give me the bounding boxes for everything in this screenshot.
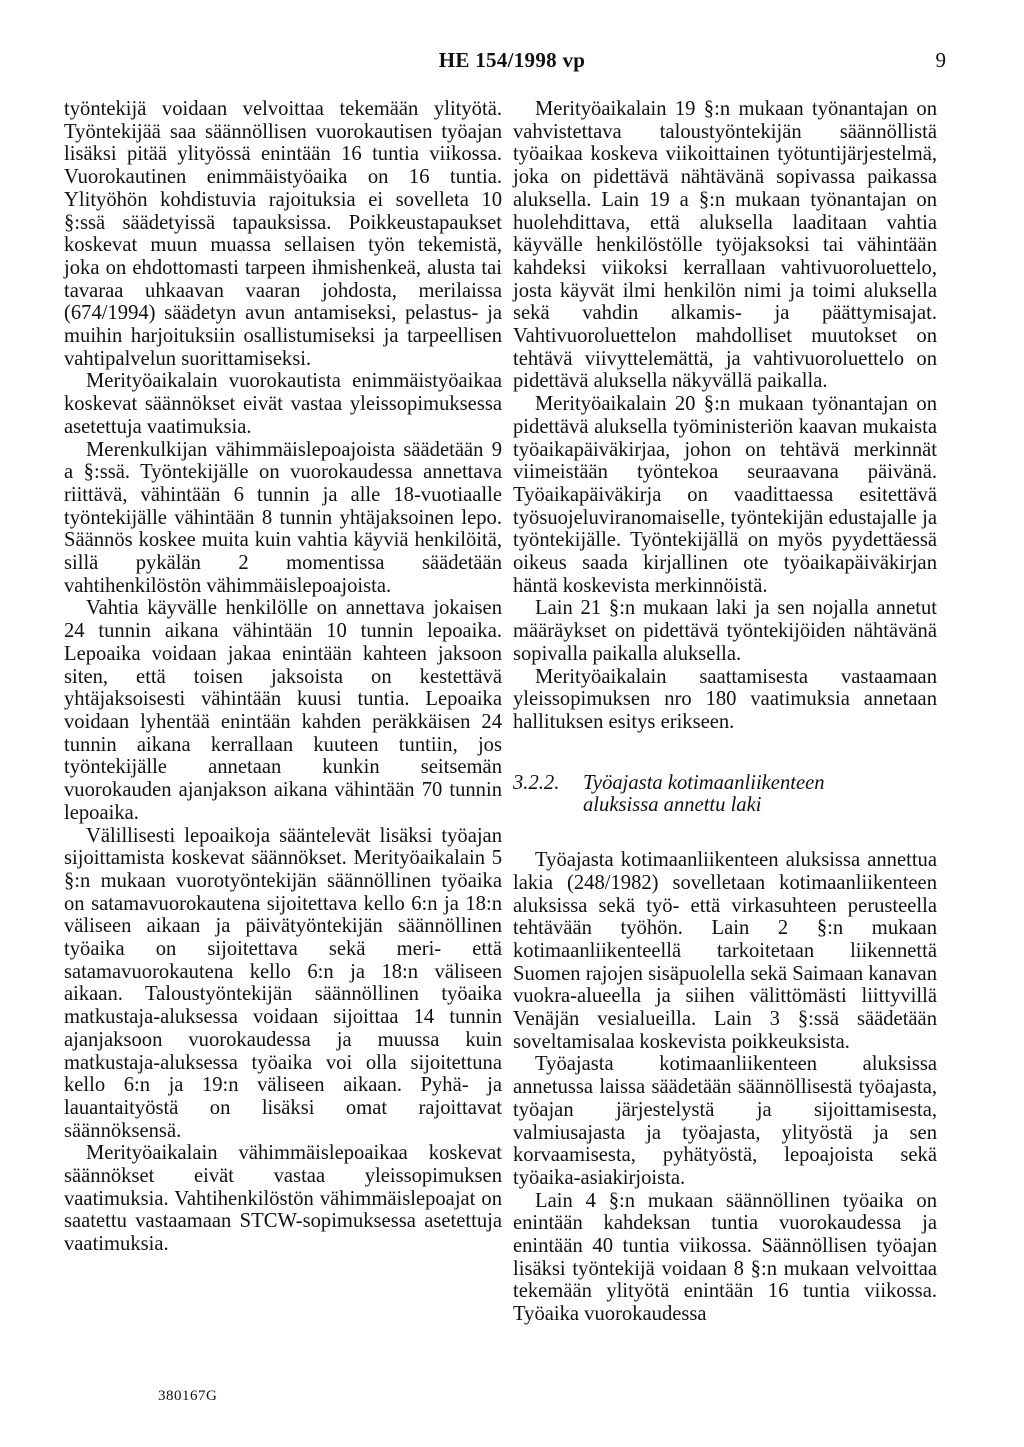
paragraph: Merityöaikalain 19 §:n mukaan työnantajan on vahvistettava taloustyöntekijän säännöllistä työaikaa koskeva viikoittainen työtuntijärjestelmä, joka on pidettävä nähtävänä sopivassa paikassa aluksella. Lain 19 a §:n mukaan työnantajan on huolehdittava, että aluksella laaditaan vahtia käyvälle henkilöstölle työjaksoksi tai vähintään kahdeksi viikoksi kerrallaan vahtivuoroluettelo, josta käyvät ilmi henkilön nimi ja toimi aluksella sekä vahdin alkamis- ja päättymisajat. Vahtivuoroluettelon mahdolliset muutokset on tehtävä viivyttelemättä, ja vahtivuoroluettelo on pidettävä aluksella näkyvällä paikalla. — [513, 98, 937, 393]
page-number: 9 — [935, 48, 946, 72]
page-header — [0, 48, 1024, 78]
document-id: HE 154/1998 vp — [438, 48, 586, 72]
section-title: Työajasta kotimaanliikenteen aluksissa annettu laki — [583, 771, 825, 817]
section-heading — [513, 772, 937, 817]
paragraph: työntekijä voidaan velvoittaa tekemään ylityötä. Työntekijää saa säännöllisen vuorokautisen työajan lisäksi pitää ylityössä enintään 16 tuntia viikossa. Vuorokautinen enimmäistyöaika on 16 tuntia. Ylityöhön kohdistuvia rajoituksia ei sovelleta 10 §:ssä säädetyissä tapauksissa. Poikkeustapaukset koskevat muun muassa sellaisen työn tekemistä, joka on ehdottomasti tarpeen ihmishenkeä, alusta tai tavaraa uhkaavan vaaran johdosta, merilaissa (674/1994) säädetyn avun antamiseksi, pelastus- ja muihin harjoituksiin osallistumiseksi ja tarpeellisen vahtipalvelun suorittamiseksi. — [64, 98, 502, 370]
section-number: 3.2.2. — [513, 771, 560, 794]
paragraph: Lain 4 §:n mukaan säännöllinen työaika on enintään kahdeksan tuntia vuorokaudessa ja enintään 40 tuntia viikossa. Säännöllisen työajan lisäksi työntekijä voidaan 8 §:n mukaan velvoittaa tekemään ylityötä enintään 16 tuntia viikossa. Työaika vuorokaudessa — [513, 1189, 937, 1326]
paragraph: Työajasta kotimaanliikenteen aluksissa annetussa laissa säädetään säännöllisestä työajasta, työajan järjestelystä ja sijoittamisesta, valmiusajasta ja työajasta, ylityöstä ja sen korvaamisesta, pyhätyöstä, lepoajoista sekä työaika-asiakirjoista. — [513, 1053, 937, 1189]
paragraph: Merityöaikalain saattamisesta vastaamaan yleissopimuksen nro 180 vaatimuksia annetaan hallituksen esitys erikseen. — [513, 665, 937, 733]
paragraph: Välillisesti lepoaikoja sääntelevät lisäksi työajan sijoittamista koskevat säännökset. Merityöaikalain 5 §:n mukaan vuorotyöntekijän säännöllinen työaika on satamavuorokautena sijoitettava kello 6:n ja 18:n väliseen aikaan ja päivätyöntekijän säännöllinen työaika on sijoitettava sekä meri- että satamavuorokautena kello 6:n ja 18:n väliseen aikaan. Taloustyöntekijän säännöllinen työaika matkustaja-aluksessa voidaan sijoittaa 14 tunnin ajanjaksoon vuorokaudessa ja muussa kuin matkustaja-aluksessa työaika voi olla sijoitettuna kello 6:n ja 19:n väliseen aikaan. Pyhä- ja lauantaityöstä on lisäksi omat rajoittavat säännöksensä. — [64, 824, 502, 1142]
paragraph: Työajasta kotimaanliikenteen aluksissa annettua lakia (248/1982) sovelletaan kotimaanliikenteen aluksissa sekä työ- että virkasuhteen perusteella tehtävään työhön. Lain 2 §:n mukaan kotimaanliikenteellä tarkoitetaan liikennettä Suomen rajojen sisäpuolella sekä Saimaan kanavan vuokra-alueella ja siihen välittömästi liittyvillä Venäjän vesialueilla. Lain 3 §:ssä säädetään soveltamisalaa koskevista poikkeuksista. — [513, 849, 937, 1053]
left-column — [64, 98, 502, 1256]
paragraph: Merenkulkijan vähimmäislepoajoista säädetään 9 a §:ssä. Työntekijälle on vuorokaudessa annettava riittävä, vähintään 6 tunnin ja alle 18-vuotiaalle työntekijälle vähintään 8 tunnin yhtäjaksoinen lepo. Säännös koskee muita kuin vahtia käyviä henkilöitä, sillä pykälän 2 momentissa säädetään vahtihenkilöstön vähimmäislepoajoista. — [64, 438, 502, 597]
right-column — [513, 98, 937, 1326]
footer-code: 380167G — [158, 1388, 218, 1404]
paragraph: Vahtia käyvälle henkilölle on annettava jokaisen 24 tunnin aikana vähintään 10 tunnin lepoaika. Lepoaika voidaan jakaa enintään kahteen jaksoon siten, että toisen jaksoista on kestettävä yhtäjaksoisesti vähintään kuusi tuntia. Lepoaika voidaan lyhentää enintään kahden peräkkäisen 24 tunnin aikana kerrallaan kuuteen tuntiin, jos työntekijälle annetaan kunkin seitsemän vuorokauden ajanjakson aikana vähintään 70 tunnin lepoaika. — [64, 597, 502, 824]
paragraph: Merityöaikalain vähimmäislepoaikaa koskevat säännökset eivät vastaa yleissopimuksen vaatimuksia. Vahtihenkilöstön vähimmäislepoajat on saatettu vastaamaan STCW-sopimuksessa asetettuja vaatimuksia. — [64, 1142, 502, 1256]
paragraph: Merityöaikalain 20 §:n mukaan työnantajan on pidettävä aluksella työministeriön kaavan mukaista työaikapäiväkirjaa, johon on tehtävä merkinnät viimeistään työntekoa seuraavana päivänä. Työaikapäiväkirja on vaadittaessa esitettävä työsuojeluviranomaiselle, työntekijän edustajalle ja työntekijälle. Työntekijällä on myös pyydettäessä oikeus saada kirjallinen ote työaikapäiväkirjan häntä koskevista merkinnöistä. — [513, 393, 937, 597]
paragraph: Merityöaikalain vuorokautista enimmäistyöaikaa koskevat säännökset eivät vastaa yleissopimuksessa asetettuja vaatimuksia. — [64, 370, 502, 438]
paragraph: Lain 21 §:n mukaan laki ja sen nojalla annetut määräykset on pidettävä työntekijöiden nähtävänä sopivalla paikalla aluksella. — [513, 597, 937, 665]
